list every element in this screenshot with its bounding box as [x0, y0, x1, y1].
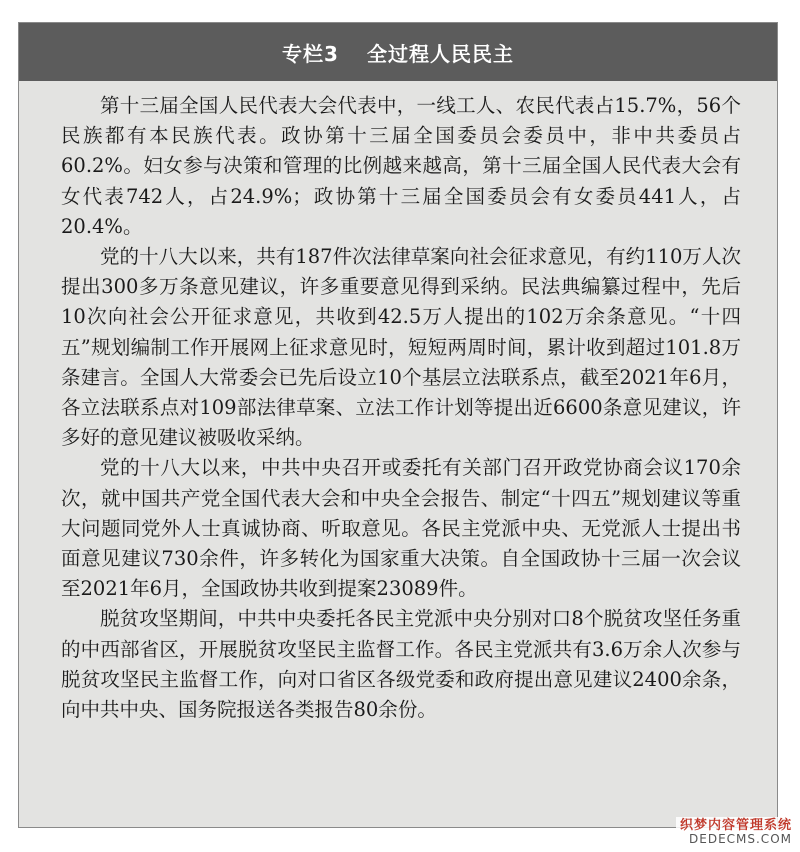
column-body: [61, 91, 741, 725]
paragraph-representatives: 第十三届全国人民代表大会代表中，一线工人、农民代表占15.7%，56个民族都有本民族代表。政协第十三届全国委员会委员中，非中共委员占60.2%。妇女参与决策和管理的比例越来越高，第十三届全国人民代表大会有女代表742人，占24.9%；政协第十三届全国委员会有女委员441人，占20.4%。: [61, 94, 741, 238]
watermark-en: DEDECMS.COM: [689, 831, 792, 846]
watermark: [676, 817, 796, 848]
watermark-cn: 织梦内容管理系统: [679, 817, 792, 833]
paragraph-legislation-feedback: 党的十八大以来，共有187件次法律草案向社会征求意见，有约110万人次提出300多万条意见建议，许多重要意见得到采纳。民法典编纂过程中，先后10次向社会公开征求意见，共收到42.5万人提出的102万余条意见。“十四五”规划编制工作开展网上征求意见时，短短两周时间，累计收到超过101.8万条建言。全国人大常委会已先后设立10个基层立法联系点，截至2021年6月，各立法联系点对109部法律草案、立法工作计划等提出近6600条意见建议，许多好的意见建议被吸收采纳。: [61, 245, 741, 450]
column-title: 全过程人民民主: [366, 41, 514, 66]
column-label: 专栏3: [282, 41, 339, 66]
column-box: [18, 22, 778, 828]
column-title-bar: [19, 23, 777, 81]
paragraph-poverty-supervision: 脱贫攻坚期间，中共中央委托各民主党派中央分别对口8个脱贫攻坚任务重的中西部省区，开展脱贫攻坚民主监督工作。各民主党派共有3.6万余人次参与脱贫攻坚民主监督工作，向对口省区各级党委和政府提出意见建议2400余条，向中共中央、国务院报送各类报告80余份。: [61, 607, 741, 722]
paragraph-political-consultation: 党的十八大以来，中共中央召开或委托有关部门召开政党协商会议170余次，就中国共产党全国代表大会和中央全会报告、制定“十四五”规划建议等重大问题同党外人士真诚协商、听取意见。各民主党派中央、无党派人士提出书面意见建议730余件，许多转化为国家重大决策。自全国政协十三届一次会议至2021年6月，全国政协共收到提案23089件。: [61, 456, 741, 601]
